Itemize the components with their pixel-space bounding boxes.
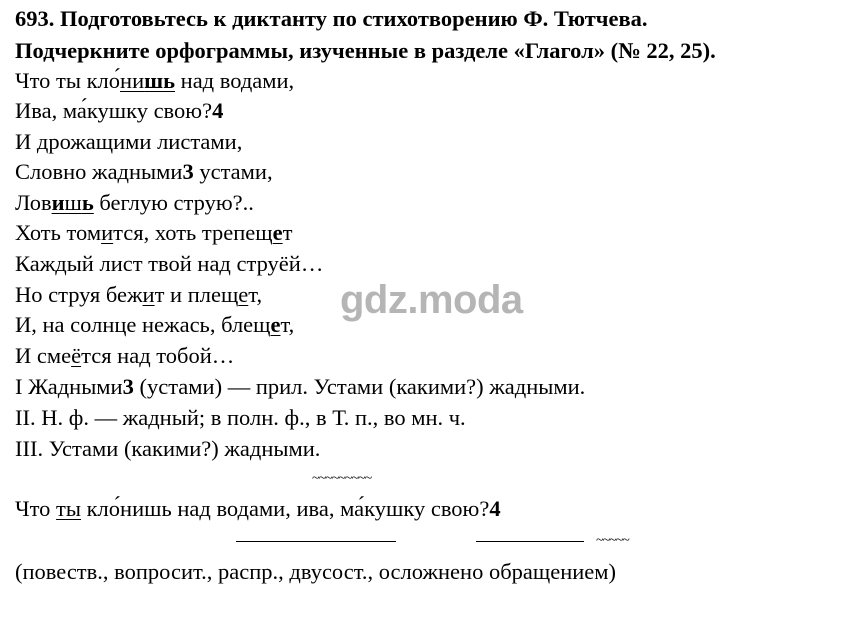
footnote-number: 4 [489,496,501,521]
analysis-line-2: II. Н. ф. — жадный; в полн. ф., в Т. п., во мн. ч. [15,405,466,430]
wavy-underline-mark: ~~~~~~~~~ [312,471,372,486]
header-line-1: 693. Подготовьтесь к диктанту по стихотворению Ф. Тютчева. [15,6,648,31]
sentence-line: Что ты клонишь над водами, ива, макушку свою?4 [15,496,501,521]
poem-line-8: Но струя бежит и плещет, [15,282,263,307]
poem-line-1: Что ты клонишь над водами, [15,68,295,93]
wavy-underline-mark: ~~~~~ [596,533,629,548]
footnote-number: 3 [122,374,134,399]
poem-line-2: Ива, макушку свою?4 [15,98,224,123]
subject: ты [56,496,81,521]
poem-line-5: Ловишь беглую струю?.. [15,190,254,215]
object-underline [476,541,584,542]
poem-line-10: И смеётся над тобой… [15,343,235,368]
header-line-2: Подчеркните орфограммы, изученные в разделе «Глагол» (№ 22, 25). [15,38,716,63]
poem-line-4: Словно жадными3 устами, [15,159,273,184]
footnote-number: 3 [182,159,194,184]
analysis-line-1: I Жадными3 (устами) — прил. Устами (какими?) жадными. [15,374,586,399]
poem-line-9: И, на солнце нежась, блещет, [15,312,295,337]
poem-line-6: Хоть томится, хоть трепещет [15,220,293,245]
footnote-number: 4 [212,98,224,123]
analysis-line-3: III. Устами (какими?) жадными. [15,436,321,461]
sentence-characteristics: (повеств., вопросит., распр., двусост., осложнено обращением) [15,559,616,584]
predicate-double-underline [236,541,396,542]
poem-line-7: Каждый лист твой над струёй… [15,251,324,276]
watermark: gdz.moda [340,278,523,322]
poem-line-3: И дрожащими листами, [15,129,243,154]
